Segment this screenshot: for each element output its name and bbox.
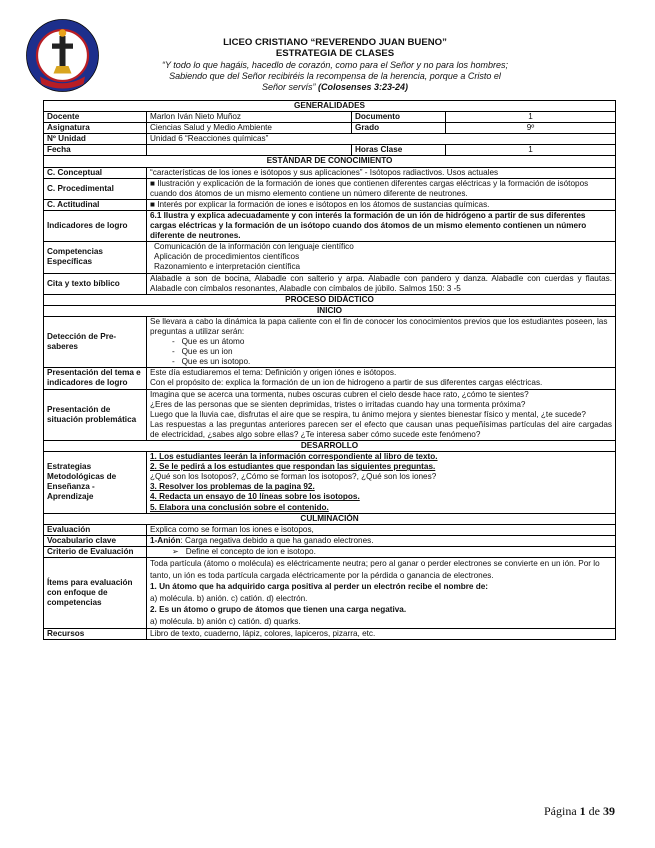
section-estandar: ESTÁNDAR DE CONOCIMIENTO <box>44 156 616 167</box>
lesson-plan-table <box>43 100 616 640</box>
presentacion-value: Este día estudiaremos el tema: Definición y origen iónes e isótopos. Con el propósito de: explica la formación de un ion de hidrogeno a partir de sus diferentes cargas eléctricas. <box>147 368 616 389</box>
fecha-label: Fecha <box>44 145 147 156</box>
deteccion-label: Detección de Pre-saberes <box>44 316 147 367</box>
recursos-value: Libro de texto, cuaderno, lápiz, colores, lapiceros, pizarra, etc. <box>147 628 616 639</box>
items-value: Toda partícula (átomo o molécula) es eléctricamente neutra; pero al ganar o perder electrones se convierte en un ión. Por lo tanto, un ión es toda partícula cargada eléctricamente por la pérdida o ganancia de electrones. 1. Un átomo que ha adquirido carga positiva al perder un electrón recibe el nombre de: a) molécula. b) anión. c) catión. d) electrón. 2. Es un átomo o grupo de átomos que tienen una carga negativa. a) molécula. b) anión c) catión. d) quarks. <box>147 558 616 629</box>
recursos-label: Recursos <box>44 628 147 639</box>
estrategias-label: Estrategias Metodológicas de Enseñanza - Aprendizaje <box>44 452 147 514</box>
section-culminacion: CULMINACIÓN <box>44 513 616 524</box>
fecha-value <box>147 145 352 156</box>
cita-label: Cita y texto bíblico <box>44 273 147 294</box>
presentacion-label: Presentación del tema e indicadores de logro <box>44 368 147 389</box>
section-proceso: PROCESO DIDÁCTICO <box>44 294 616 305</box>
list-item: Aplicación de procedimientos científicos <box>154 252 300 262</box>
section-inicio: INICIO <box>44 305 616 316</box>
bible-quote: “Y todo lo que hagáis, hacedlo de corazón, como para el Señor y no para los hombres; Sabiendo que del Señor recibiréis la recompensa de la herencia, porque a Cristo el Señor servís” (Colosenses 3:23-24) <box>161 60 509 93</box>
asignatura-value: Ciencias Salud y Medio Ambiente <box>147 123 352 134</box>
documento-label: Documento <box>352 112 446 123</box>
conceptual-value: “características de los iones e isótopos y sus aplicaciones” - Isótopos radiactivos. Usos actuales <box>147 167 616 178</box>
criterio-value: ➢ Define el concepto de ion e isotopo. <box>147 546 616 557</box>
docente-value: Marlon Iván Nieto Muñoz <box>147 112 352 123</box>
competencias-label: Competencias Específicas <box>44 242 147 273</box>
list-item: Comunicación de la información con lenguaje científico <box>154 242 354 252</box>
actitudinal-value: ■ Interés por explicar la formación de iones e isótopos en los átomos de sustancias químicas. <box>147 199 616 210</box>
deteccion-value: Se llevara a cabo la dinámica la papa caliente con el fin de conocer los conocimientos previos que los estudiantes poseen, las preguntas a utilizar serán: - Que es un átomo - Que es un ion - Que es un isotopo. <box>147 316 616 367</box>
unidad-label: Nº Unidad <box>44 134 147 145</box>
unidad-value: Unidad 6 “Reacciones químicas” <box>147 134 616 145</box>
cita-value: Alabadle a son de bocina, Alabadle con salterio y arpa. Alabadle con pandero y danza. Alabadle con cuerdas y flautas. Alabadle con címbalos resonantes, Alabadle con címbalos de júbilo. Salmos 150: 3 -5 <box>147 273 616 294</box>
school-logo <box>25 18 100 93</box>
school-name: LICEO CRISTIANO “REVERENDO JUAN BUENO” <box>223 37 447 48</box>
documento-value: 1 <box>446 112 616 123</box>
evaluacion-label: Evaluación <box>44 524 147 535</box>
docente-label: Docente <box>44 112 147 123</box>
section-generalidades: GENERALIDADES <box>44 101 616 112</box>
vocabulario-label: Vocabulario clave <box>44 535 147 546</box>
vocabulario-value: 1-Anión: Carga negativa debido a que ha ganado electrones. <box>147 535 616 546</box>
criterio-label: Criterio de Evaluación <box>44 546 147 557</box>
document-header <box>105 37 565 94</box>
horas-label: Horas Clase <box>352 145 446 156</box>
list-item: Razonamiento e interpretación científica <box>154 262 301 272</box>
procedimental-label: C. Procedimental <box>44 178 147 199</box>
document-subtitle: ESTRATEGIA DE CLASES <box>275 48 395 59</box>
competencias-value <box>147 242 616 273</box>
situacion-value: Imagina que se acerca una tormenta, nubes oscuras cubren el cielo desde hace rato, ¿cómo te sientes? ¿Eres de las personas que se sienten deprimidas, tristes o irritadas cuando hay una tormenta próxima? Luego que la lluvia cae, disfrutas el aire que se respira, tu ánimo mejora y sientes bienestar físico y mental, ¿te sucede? Las respuestas a las preguntas anteriores parecen ser el efecto que causan unas pequeñísimas partículas del aire cargadas de electricidad, ¿sabes algo sobre ellas? ¿Te interesa saber cómo sucede este fenómeno? <box>147 389 616 440</box>
horas-value: 1 <box>446 145 616 156</box>
items-label: Ítems para evaluación con enfoque de competencias <box>44 558 147 629</box>
asignatura-label: Asignatura <box>44 123 147 134</box>
page-number: Página 1 de 39 <box>544 804 615 818</box>
indicadores-value: 6.1 Ilustra y explica adecuadamente y con interés la formación de un ión de hidrógeno a partir de sus diferentes cargas eléctricas y la formación de un isótopo cuando dos átomos de un mismo elemento contienen un número diferente de neutrones. <box>147 210 616 241</box>
evaluacion-value: Explica como se forman los iones e isotopos, <box>147 524 616 535</box>
indicadores-label: Indicadores de logro <box>44 210 147 241</box>
actitudinal-label: C. Actitudinal <box>44 199 147 210</box>
estrategias-value: 1. Los estudiantes leerán la información correspondiente al libro de texto. 2. Se le pedirá a los estudiantes que respondan las siguientes preguntas. ¿Qué son los Isotopos?, ¿Cómo se forman los isotopos?, ¿Qué son los iones? 3. Resolver los problemas de la pagina 92. 4. Redacta un ensayo de 10 líneas sobre los isotopos. 5. Elabora una conclusión sobre el contenido. <box>147 452 616 514</box>
grado-label: Grado <box>352 123 446 134</box>
conceptual-label: C. Conceptual <box>44 167 147 178</box>
grado-value: 9º <box>446 123 616 134</box>
section-desarrollo: DESARROLLO <box>44 441 616 452</box>
situacion-label: Presentación de situación problemática <box>44 389 147 440</box>
procedimental-value: ■ Ilustración y explicación de la formación de iones que contienen diferentes cargas eléctricas y la formación de isótopos cuando dos átomos de un mismo elemento contiene un número diferente de neutrones. <box>147 178 616 199</box>
